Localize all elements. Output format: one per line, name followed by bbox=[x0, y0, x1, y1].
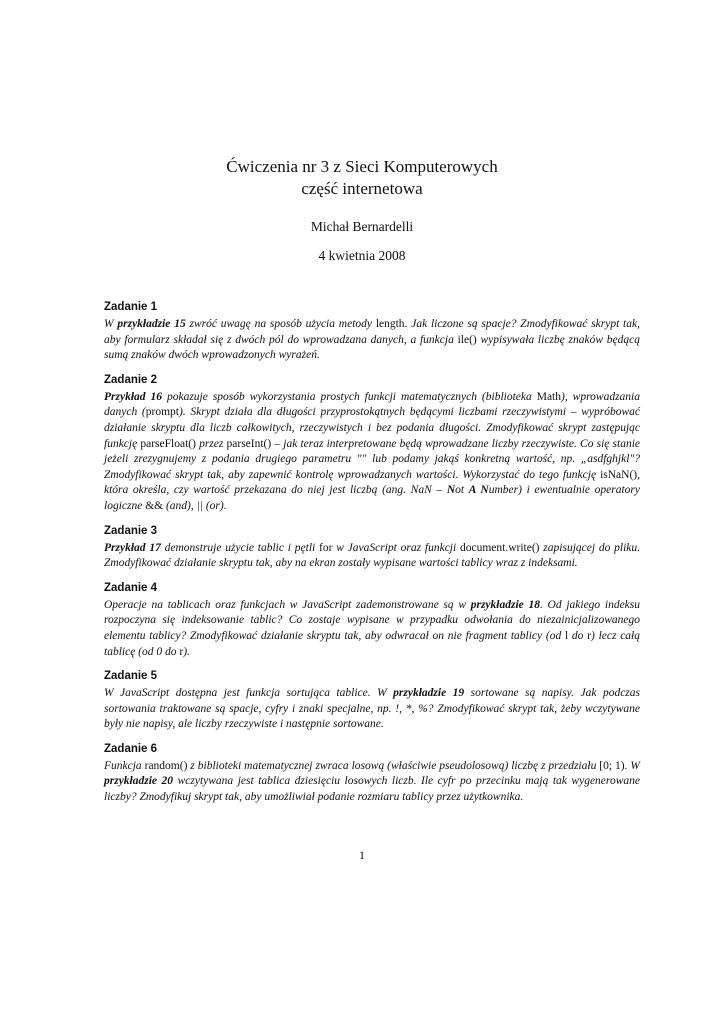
task-text: ot bbox=[455, 484, 469, 497]
task-text: pokazuje sposób wykorzystania prostych funkcji matematycznych (biblioteka bbox=[162, 390, 537, 403]
code-keyword: prompt bbox=[145, 406, 179, 419]
task-body bbox=[104, 390, 640, 515]
task-text: Funkcja bbox=[104, 759, 145, 772]
task-heading: Zadanie 5 bbox=[104, 670, 158, 683]
task-text: , która określa, czy wartość przekazana do niej jest liczbą (ang. NaN – bbox=[104, 468, 640, 497]
task-text: W bbox=[104, 318, 118, 330]
task-text: do bbox=[568, 629, 588, 642]
task-text: sortowane są napisy. Jak podczas sortowania traktowane są spacje, cyfry i znaki specjalne, np. !, *, %? Zmodyfikować skrypt tak, żeby wczytywane były nie napisy, ale liczby rzeczywiste i następnie sortowane. bbox=[104, 687, 641, 731]
task-heading: Zadanie 3 bbox=[104, 524, 158, 537]
code-keyword: document.write() bbox=[459, 541, 540, 554]
task-text: zwróć uwagę na sposób użycia metody bbox=[185, 318, 376, 330]
task-5 bbox=[104, 669, 640, 733]
task-heading: Zadanie 1 bbox=[104, 301, 158, 313]
code-keyword: for bbox=[319, 541, 333, 554]
example-reference: przykładzie 20 bbox=[104, 775, 174, 788]
example-reference: Przykład 17 bbox=[104, 541, 161, 554]
date: 4 kwietnia 2008 bbox=[318, 248, 406, 263]
task-body bbox=[104, 598, 640, 660]
task-body bbox=[104, 759, 640, 806]
task-text: w JavaScript oraz funkcji bbox=[332, 541, 460, 554]
task-text: demonstruje użycie tablic i pętli bbox=[160, 541, 319, 554]
task-body bbox=[104, 541, 640, 572]
task-heading: Zadanie 6 bbox=[104, 742, 158, 755]
example-reference: Przykład 16 bbox=[104, 390, 162, 403]
task-heading: Zadanie 4 bbox=[104, 581, 158, 594]
title-block bbox=[0, 156, 724, 265]
page-number: 1 bbox=[359, 848, 365, 862]
task-4 bbox=[104, 581, 640, 660]
task-text: (and), || (or). bbox=[163, 499, 227, 512]
task-heading: Zadanie 2 bbox=[104, 373, 158, 386]
code-keyword: parseInt() bbox=[226, 437, 272, 450]
task-text: zapisującej do pliku. Zmodyfikować działanie skryptu tak, aby na ekran zostały wypisane wartości tablicy wraz z indeksami. bbox=[104, 541, 640, 570]
task-text: . Od jakiego indeksu rozpoczyna się indeksowanie tablic? Co zostaje wypisane w przypadku odwołania do niezainicjalizowanego elementu tablicy? Zmodyfikować działanie skryptu tak, aby odwracał on nie fragment tablicy (od bbox=[104, 598, 641, 642]
code-keyword: Math bbox=[536, 390, 561, 403]
example-reference: przykładzie 18 bbox=[470, 598, 540, 611]
code-keyword: [0; 1) bbox=[599, 759, 625, 772]
task-text: ). bbox=[183, 645, 190, 658]
task-body bbox=[104, 317, 640, 364]
task-body bbox=[104, 686, 640, 733]
task-text: ) lecz całą tablicę (od 0 do bbox=[104, 629, 640, 658]
task-text: ). Skrypt działa dla długości przyprostokątnych będącymi liczbami rzeczywistymi – wypróbować działanie skryptu dla liczb całkowitych, rzeczywistych i bez podania długości. Zmodyfikować skrypt zastępując funkcję bbox=[104, 406, 640, 450]
task-text: z biblioteki matematycznej zwraca losową (właściwie pseudolosową) liczbę z przedziału bbox=[187, 759, 600, 772]
task-text: przez bbox=[195, 437, 227, 450]
code-keyword: r bbox=[587, 629, 591, 642]
code-keyword: l bbox=[564, 629, 569, 642]
task-3 bbox=[104, 524, 640, 572]
code-keyword: isNaN() bbox=[600, 468, 638, 481]
task-text: – jak teraz interpretowane będą wprowadzane liczby rzeczywiste. Co się stanie jeżeli zrezygnujemy z podania drugiego parametru "" lub podamy jakąś konkretną wartość, np. „asdfghjkl"? Zmodyfikować skrypt tak, aby zapewnić kontrolę wprowadzanych wartości. Wykorzystać do tego funkcję bbox=[104, 437, 641, 481]
code-keyword: ile() bbox=[457, 333, 477, 346]
author: Michał Bernardelli bbox=[310, 219, 414, 234]
code-keyword: random() bbox=[144, 759, 188, 772]
task-6 bbox=[104, 742, 640, 806]
task-text: umber) i ewentualnie operatory logiczne bbox=[104, 484, 640, 512]
example-reference: przykładzie 19 bbox=[393, 687, 465, 700]
task-text: wypisywała liczbę znaków będącą sumą znaków dwóch wprowadzonych wyrażeń. bbox=[104, 333, 640, 362]
task-list bbox=[104, 300, 640, 815]
task-text: W JavaScript dostępna jest funkcja sortująca tablice. W bbox=[104, 687, 394, 700]
task-text: wczytywana jest tablica dziesięciu losowych liczb. Ile cyfr po przecinku mają tak wygenerowane liczby? Zmodyfikuj skrypt tak, aby umożliwiał podanie rozmiaru tablicy przez użytkownika. bbox=[104, 775, 640, 804]
example-reference: A N bbox=[468, 484, 489, 497]
task-2 bbox=[104, 373, 640, 515]
code-keyword: r bbox=[179, 645, 184, 658]
task-text: Operacje na tablicach oraz funkcjach w JavaScript zademonstrowane są w bbox=[104, 598, 471, 611]
task-text: . Jak liczone są spacje? Zmodyfikować skrypt tak, aby formularz składał się z dwóch pól do wprowadzana danych, a funkcja bbox=[104, 318, 640, 346]
document-title: Ćwiczenia nr 3 z Sieci Komputerowych bbox=[226, 157, 498, 176]
document-subtitle: część internetowa bbox=[301, 179, 423, 198]
example-reference: przykładzie 15 bbox=[117, 318, 186, 330]
code-keyword: parseFloat() bbox=[140, 437, 196, 450]
code-keyword: && bbox=[145, 499, 164, 512]
example-reference: N bbox=[446, 484, 456, 497]
task-1 bbox=[104, 300, 640, 364]
task-text: ), wprowadzania danych ( bbox=[104, 390, 640, 419]
code-keyword: length bbox=[375, 318, 405, 330]
task-text: . W bbox=[624, 759, 640, 772]
